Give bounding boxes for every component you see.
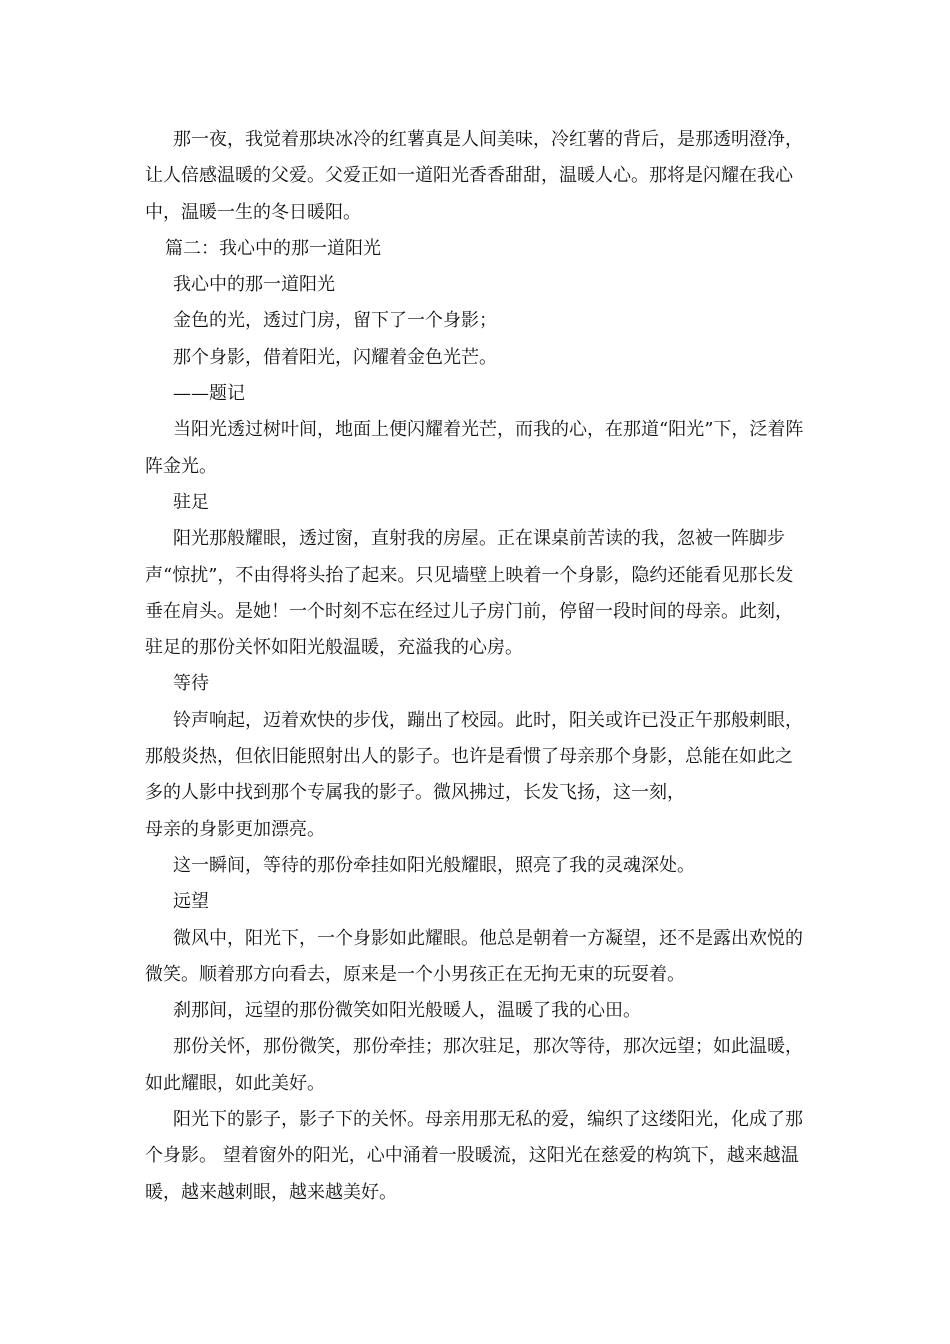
paragraph-yuanwang-summary: 刹那间，远望的那份微笑如阳光般暖人，温暖了我的心田。 [173,1000,641,1022]
document-body [145,122,807,1211]
paragraph-zhuzu: 阳光那般耀眼，透过窗，直射我的房屋。正在课桌前苦读的我，忽被一阵脚步声“惊扰”，不由得将头抬了起来。只见墙壁上映着一个身影，隐约还能看见那长发垂在肩头。是她！一个时刻不忘在经过儿子房门前，停留一段时间的母亲。此刻，驻足的那份关怀如阳光般温暖，充溢我的心房。 [145,528,794,659]
paragraph-conclusion-1: 那份关怀，那份微笑，那份牵挂；那次驻足，那次等待，那次远望；如此温暖，如此耀眼，如此美好。 [145,1036,803,1094]
paragraph-intro: 当阳光透过树叶间，地面上便闪耀着光芒，而我的心，在那道“阳光”下，泛着阵阵金光。 [145,419,804,477]
section-title: 篇二：我心中的那一道阳光 [165,237,381,259]
epigraph-attribution: ——题记 [173,383,245,405]
subheading-dengdai: 等待 [173,673,209,695]
paragraph-conclusion-2: 阳光下的影子，影子下的关怀。母亲用那无私的爱，编织了这缕阳光，化成了那个身影。 望着窗外的阳光，心中涌着一股暖流，这阳光在慈爱的构筑下，越来越温暖，越来越刺眼，越来越美好。 [145,1109,803,1203]
epigraph-line-2: 那个身影，借着阳光，闪耀着金色光芒。 [173,346,497,368]
paragraph-dengdai-summary: 这一瞬间，等待的那份牵挂如阳光般耀眼，照亮了我的灵魂深处。 [173,854,695,876]
paragraph-1: 那一夜，我觉着那块冰冷的红薯真是人间美味，冷红薯的背后，是那透明澄净，让人倍感温暖的父爱。父爱正如一道阳光香香甜甜，温暖人心。那将是闪耀在我心中，温暖一生的冬日暖阳。 [145,129,803,223]
article-title: 我心中的那一道阳光 [173,274,335,296]
paragraph-yuanwang: 微风中，阳光下，一个身影如此耀眼。他总是朝着一方凝望，还不是露出欢悦的微笑。顺着那方向看去，原来是一个小男孩正在无拘无束的玩耍着。 [145,927,803,985]
paragraph-dengdai: 铃声响起，迈着欢快的步伐，蹦出了校园。此时，阳关或许已没正午那般刺眼，那般炎热，但依旧能照射出人的影子。也许是看惯了母亲那个身影，总能在如此之多的人影中找到那个专属我的影子。微风拂过，长发飞扬，这一刻， [145,709,803,804]
subheading-yuanwang: 远望 [173,891,209,913]
epigraph-line-1: 金色的光，透过门房，留下了一个身影； [173,310,497,332]
subheading-zhuzu: 驻足 [173,491,209,513]
paragraph-dengdai-cont: 母亲的身影更加漂亮。 [145,818,325,840]
